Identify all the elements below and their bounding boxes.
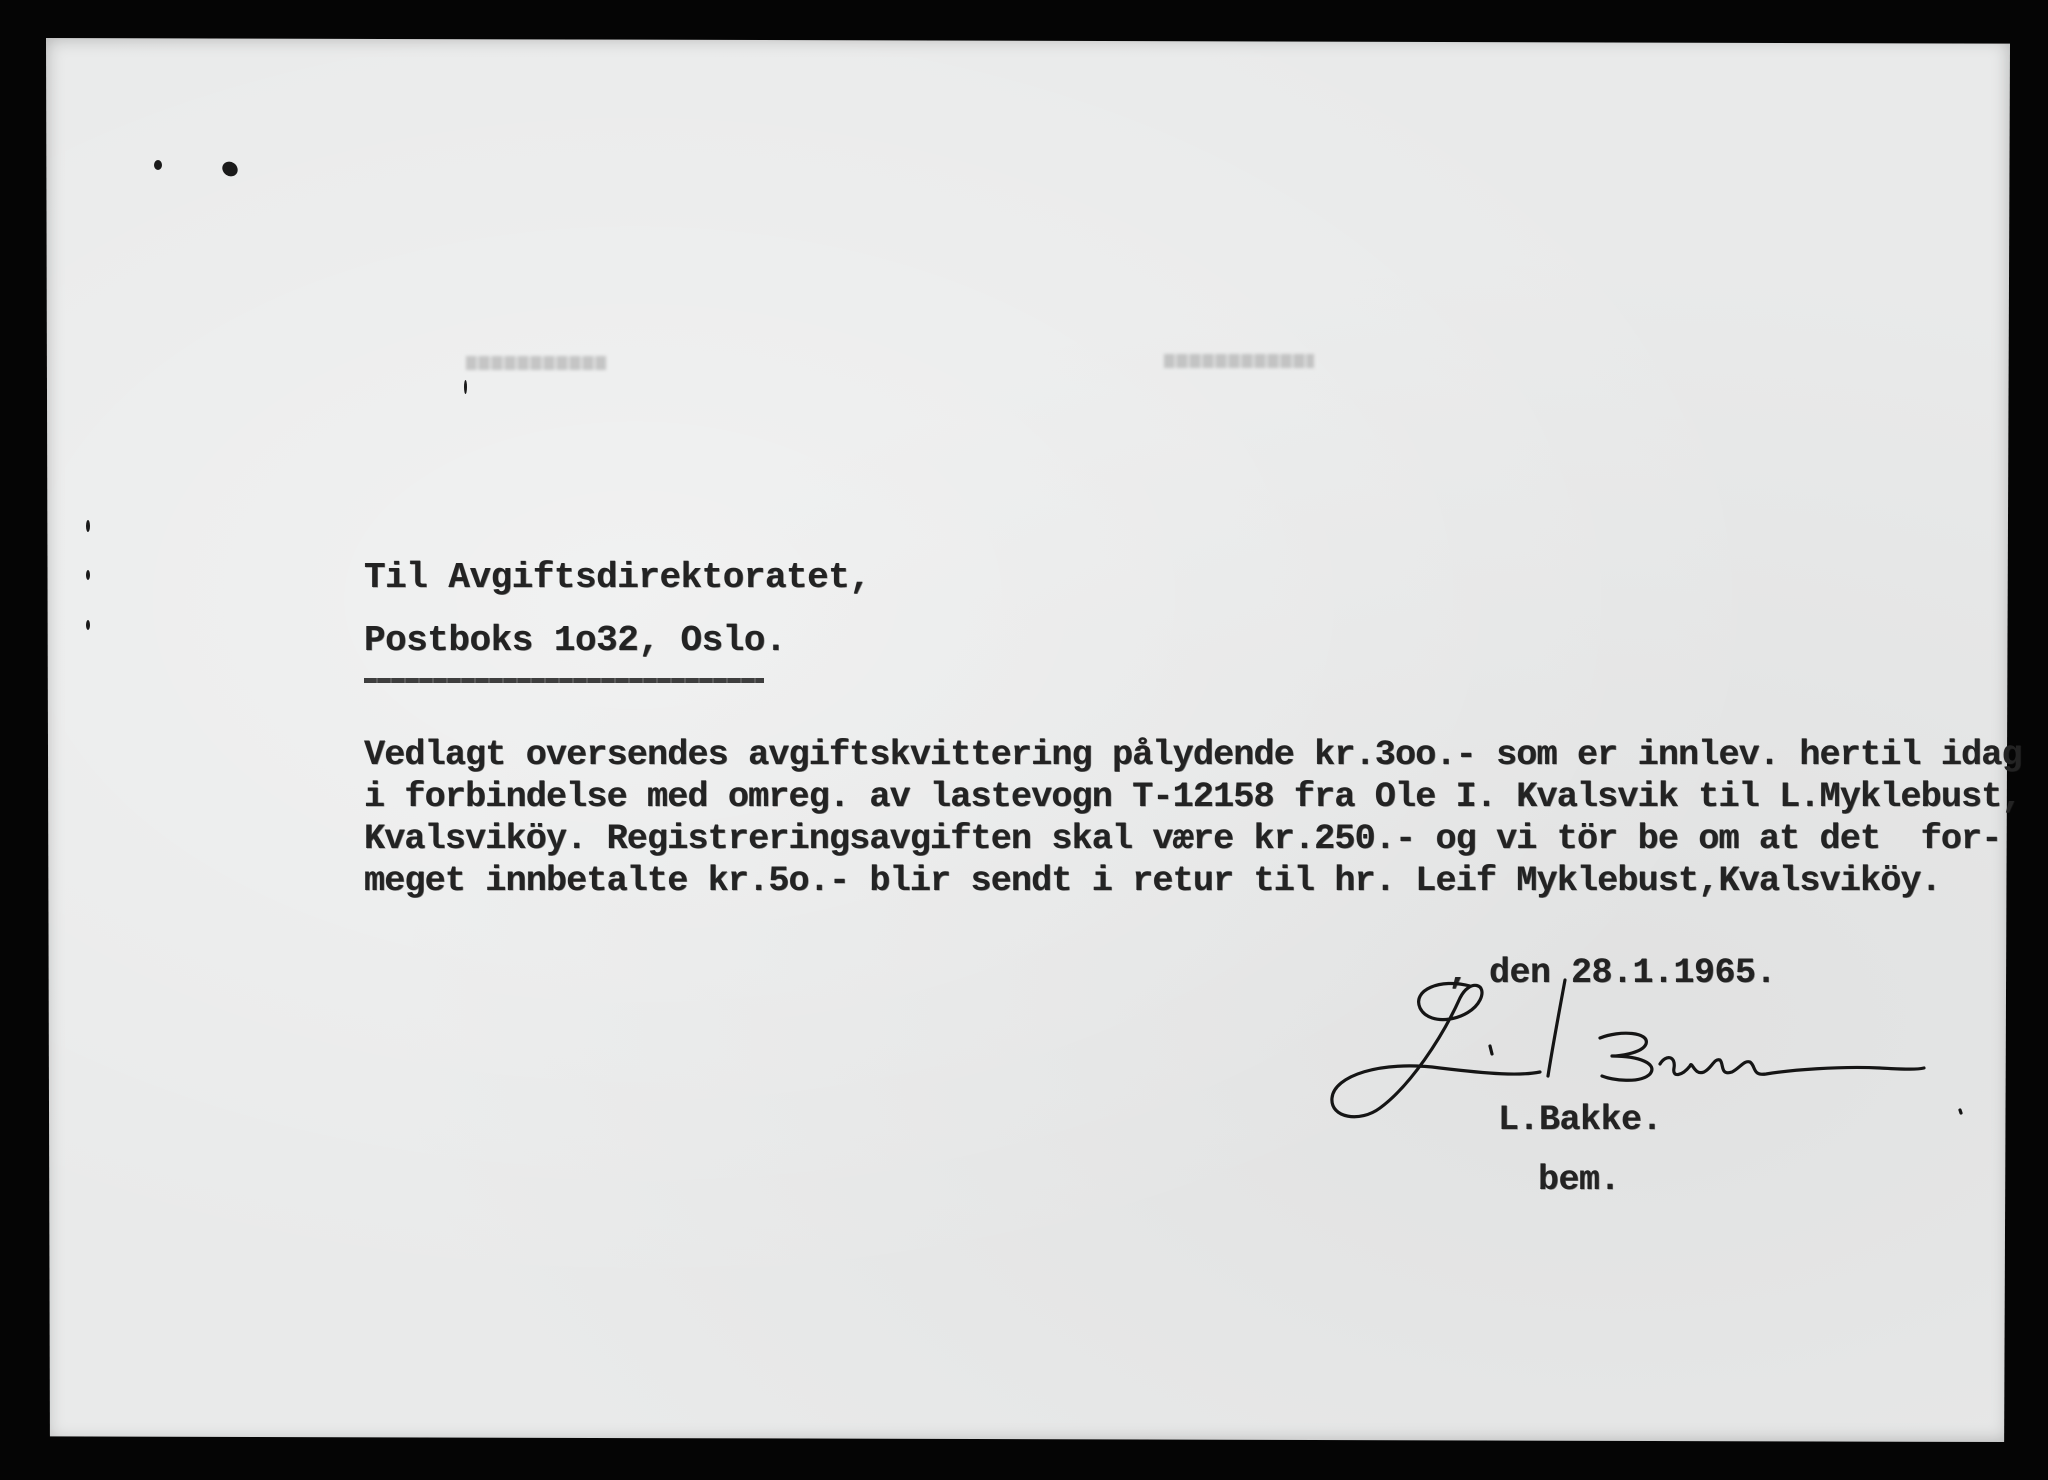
paper-speck <box>154 160 162 170</box>
body-line-4: meget innbetalte kr.5o.- blir sendt i retur til hr. Leif Myklebust,Kvalsviköy. <box>364 861 1941 901</box>
body-line-2: i forbindelse med omreg. av lastevogn T-12158 fra Ole I. Kvalsvik til L.Myklebust, <box>364 777 2022 817</box>
signer-name: L.Bakke. <box>1498 1100 1663 1140</box>
bleed-through-mark <box>466 356 606 370</box>
signer-initials: bem. <box>1538 1160 1621 1200</box>
paper-speck <box>86 570 90 580</box>
recipient-address: Postboks 1o32, Oslo. <box>364 620 787 661</box>
date-line: , den 28.1.1965. <box>1448 953 1777 993</box>
paper-speck <box>219 159 240 180</box>
recipient-name: Til Avgiftsdirektoratet, <box>364 557 871 598</box>
paper-speck <box>86 620 90 630</box>
paper-speck <box>86 520 90 532</box>
address-underline <box>364 678 764 683</box>
body-line-3: Kvalsviköy. Registreringsavgiften skal være kr.250.- og vi tör be om at det for- <box>364 819 2002 859</box>
bleed-through-mark <box>1164 354 1314 368</box>
body-line-1: Vedlagt oversendes avgiftskvittering pålydende kr.3oo.- som er innlev. hertil idag <box>364 735 2022 775</box>
paper-speck <box>464 380 467 394</box>
